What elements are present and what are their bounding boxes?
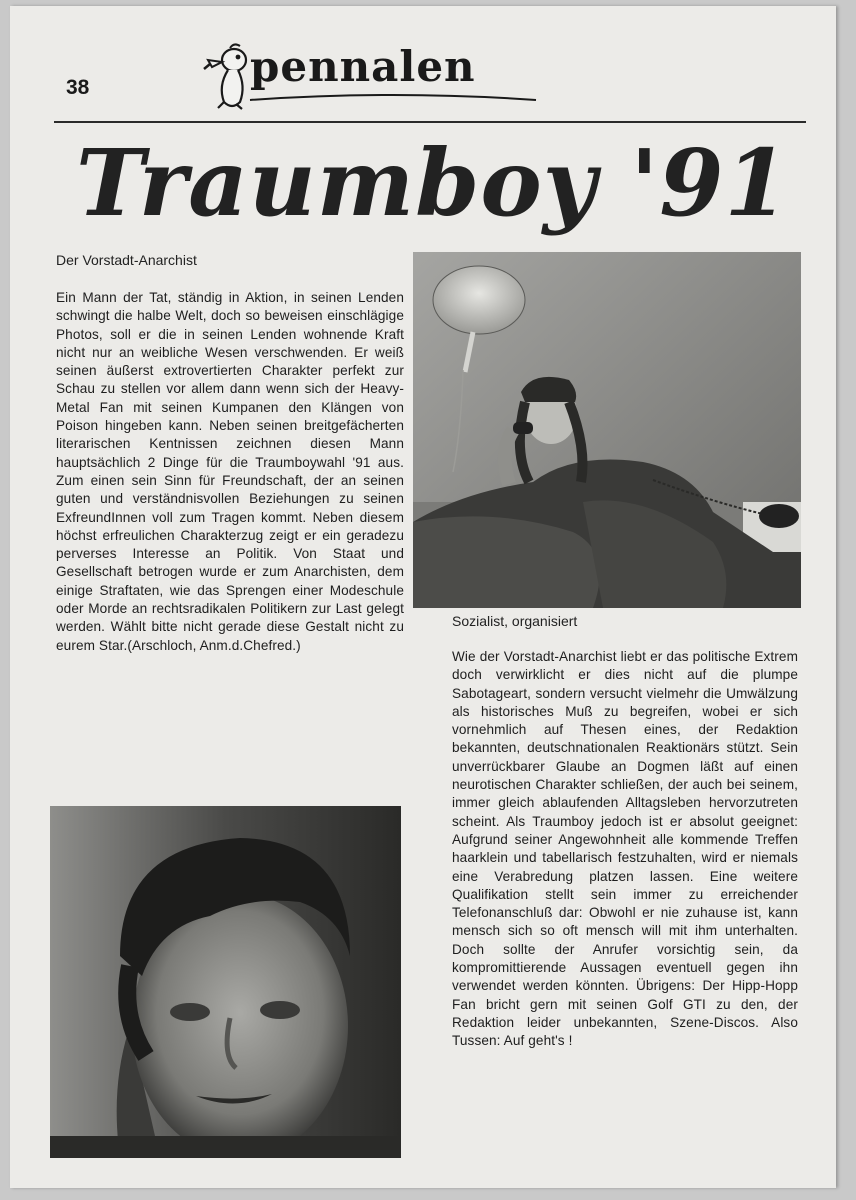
header-rule: [54, 121, 806, 123]
logo-underline: [248, 92, 538, 108]
photo-portrait-young-man-image: [50, 806, 401, 1158]
photo-man-with-telephone-image: [413, 252, 801, 608]
logo-wordmark: pennalen: [250, 42, 476, 91]
photo-portrait-young-man: [50, 806, 401, 1158]
page-number: 38: [66, 76, 90, 99]
photo-man-with-telephone: [413, 252, 801, 608]
magazine-logo: [200, 40, 540, 112]
headline: Traumboy '91: [76, 129, 790, 237]
article-subheadline: Der Vorstadt-Anarchist: [56, 252, 197, 268]
article-body-right: Wie der Vorstadt-Anarchist liebt er das politische Extrem doch verwirklicht er dies nicht auf die plumpe Sabotageart, sondern versucht vielmehr die Umwälzung als historisches Muß zu begreifen, wobei er sich vornehmlich auf Thesen eines, der Redaktion bekannten, deutschnationalen Reaktionärs stützt. Sein unverrückbarer Glaube an Dogmen läßt auf einen neurotischen Charakter schließen, der auch bei seinem, immer gleich ablaufenden Alltagsleben hervorzutreten scheint. Als Traumboy jedoch ist er absolut geeignet: Aufgrund seiner Angewohnheit alle kommende Treffen haarklein und tabellarisch festzuhalten, wird er niemals eine Verabredung platzen lassen. Eine weitere Qualifikation stellt sein immer zu erreichender Telefonanschluß dar: Obwohl er nie zuhause ist, kann mensch sich so oft mensch will mit ihm unterhalten. Doch sollte der Anrufer vorsichtig sein, da kompromittierende Aussagen eventuell gegen ihn verwendet werden könnten. Übrigens: Der Hipp-Hopp Fan bricht gern mit seinen Golf GTI zu den, der Redaktion leider unbekannten, Szene-Discos. Also Tussen: Auf geht's !: [452, 649, 798, 1049]
article-body-left: Ein Mann der Tat, ständig in Aktion, in seinen Lenden schwingt die halbe Welt, doch so beweisen einschlägige Photos, soll er die in seinen Lenden wohnende Kraft nicht nur an weibliche Wesen verschwenden. Er weiß seinen äußerst extrovertierten Charakter perfekt zur Schau zu stellen vor allem dann wenn sich der Heavy-Metal Fan mit seinen Kumpanen den Klängen von Poison hingeben kann. Neben seinen breitgefächerten literarischen Kentnissen zeichnen diesen Mann hauptsächlich 2 Dinge für die Traumboywahl '91 aus. Zum einen sein Sinn für Freundschaft, der an seinen guten und verständnisvollen Beziehungen zu seinen ExfreundInnen voll zum Tragen kommt. Neben diesem höchst erfreulichen Charakterzug zeigt er ein geradezu perverses Interesse an Politik. Von Staat und Gesellschaft betrogen wurde er zum Anarchisten, dem einige Straftaten, wie das Sprengen einer Modeschule oder Morde an rechtsradikalen Politikern zur Last gelegt werden. Wählt bitte nicht gerade diese Gestalt nicht zu eurem Star.(Arschloch, Anm.d.Chefred.): [56, 290, 404, 653]
photo-caption: Sozialist, organisiert: [452, 613, 578, 629]
magazine-page: [10, 6, 836, 1188]
